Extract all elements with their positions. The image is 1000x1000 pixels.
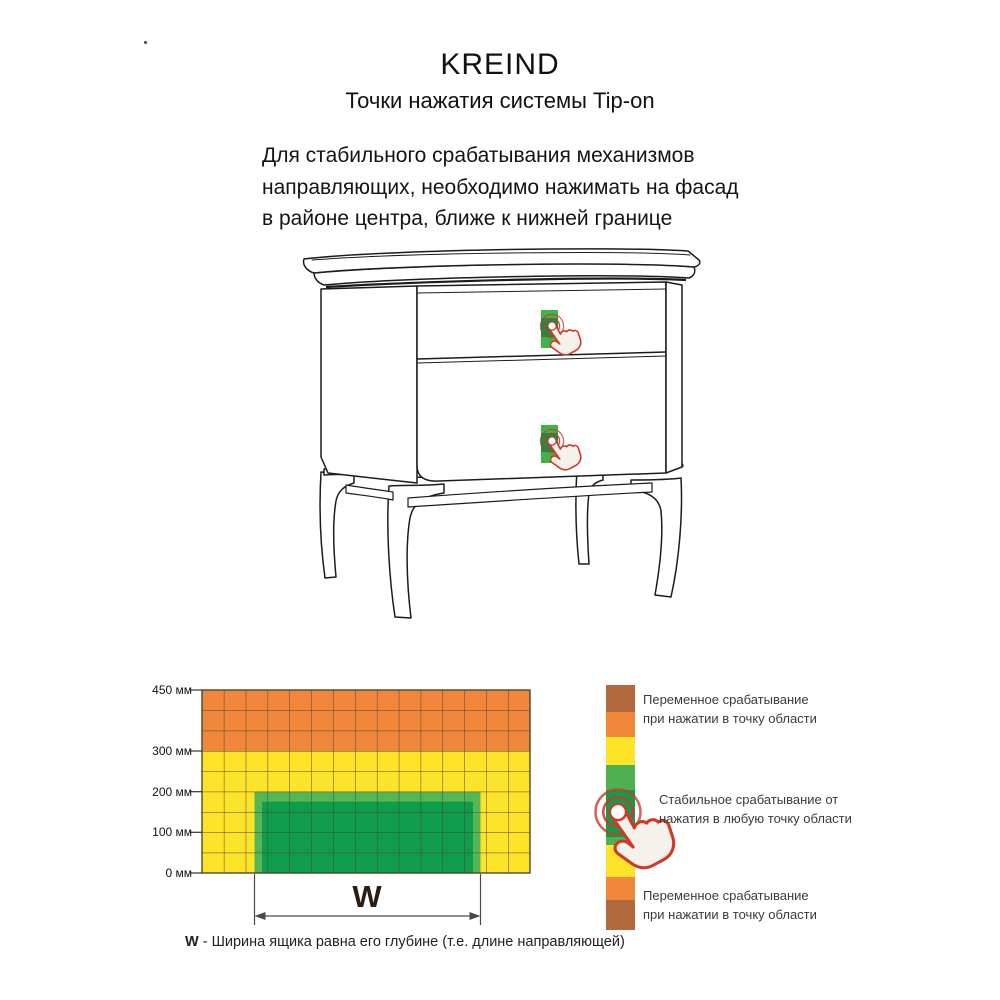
press-zone-grid [140, 680, 590, 960]
legend-swatch-orange [606, 712, 635, 737]
legend-swatch-yellow [606, 737, 635, 765]
width-symbol: W [352, 879, 382, 914]
intro-line: Для стабильного срабатывания механизмов [262, 144, 695, 167]
cabinet-side-rail [346, 485, 393, 500]
scale-label-200: 200 мм [152, 785, 192, 799]
brand-title: KREIND [440, 48, 560, 81]
legend-line: нажатия в любую точку области [659, 811, 852, 826]
cabinet-side-panel [321, 286, 417, 483]
legend-line: Переменное срабатывание [643, 888, 809, 903]
cabinet-right-edge [666, 282, 682, 473]
page-subtitle: Точки нажатия системы Tip-on [345, 88, 655, 113]
legend-line: при нажатии в точку области [643, 907, 817, 922]
cabinet-illustration [290, 245, 710, 625]
scale-label-0: 0 мм [165, 866, 192, 880]
legend-line: Переменное срабатывание [643, 692, 809, 707]
legend-entry-bottom [643, 886, 817, 924]
legend-entry-top [643, 690, 817, 728]
legend-entry-middle [659, 790, 852, 828]
caption-w: W [185, 934, 199, 950]
arrowhead-right [470, 912, 481, 920]
scale-label-300: 300 мм [152, 744, 192, 758]
legend-line: Стабильное срабатывание от [659, 792, 839, 807]
cabinet-leg-front-right [631, 478, 682, 597]
intro-line: направляющих, необходимо нажимать на фасад [262, 175, 739, 199]
diagram-caption [185, 934, 625, 950]
arrowhead-left [255, 912, 266, 920]
intro-paragraph [262, 140, 739, 235]
legend-touch-icon [576, 768, 696, 888]
cabinet-leg-rear-right [576, 468, 603, 564]
legend-swatch-brown [606, 900, 635, 930]
intro-line: в районе центра, ближе к нижней границе [262, 207, 673, 230]
legend-swatch-brown [606, 685, 635, 712]
scale-ticks [190, 690, 202, 873]
caption-text: - Ширина ящика равна его глубине (т.е. длине направляющей) [198, 934, 625, 950]
legend-line: при нажатии в точку области [643, 711, 817, 726]
stray-dot [144, 41, 147, 44]
grid-lines [202, 690, 530, 873]
scale-label-450: 450 мм [152, 683, 192, 697]
scale-label-100: 100 мм [152, 825, 192, 839]
